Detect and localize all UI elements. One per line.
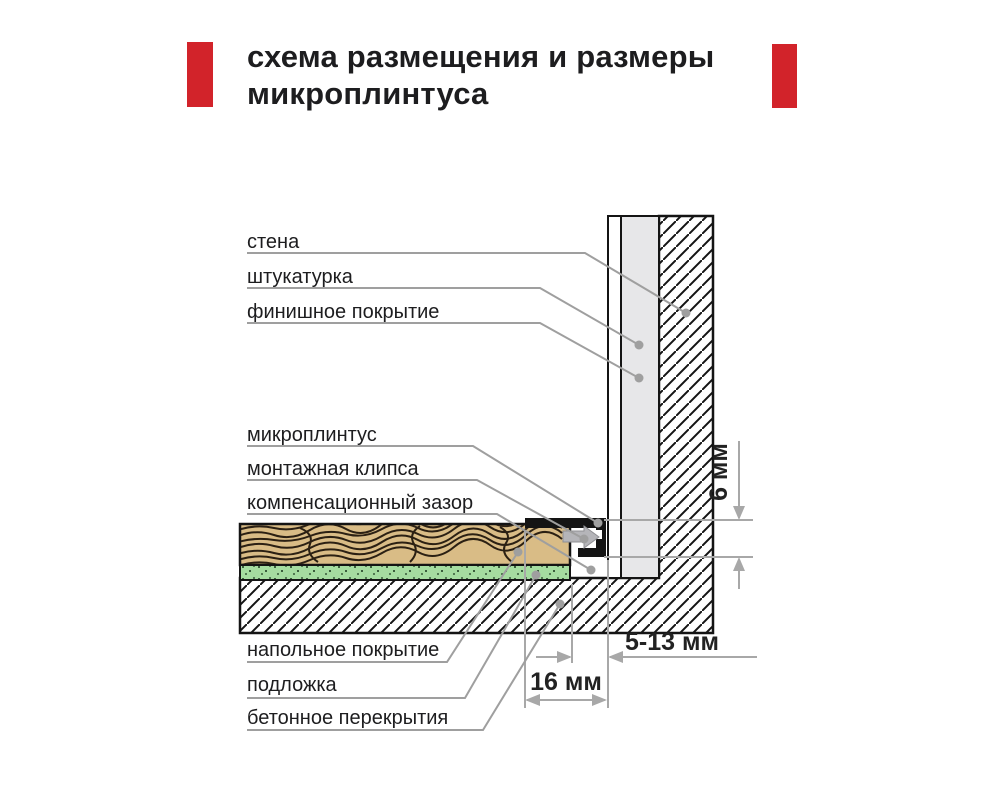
leader-finish-coating (247, 323, 639, 378)
leader-expansion-gap-dot (587, 566, 596, 575)
dimension-wall-gap-text: 5-13 мм (625, 628, 719, 656)
dimension-plinth-height-text: 6 мм (705, 443, 733, 501)
label-wall: стена (247, 231, 300, 253)
leader-concrete-slab-dot (556, 600, 565, 609)
leader-microplinth-dot (594, 519, 603, 528)
leader-underlay-dot (532, 571, 541, 580)
leader-floor-covering-dot (514, 548, 523, 557)
leader-finish-coating-dot (635, 374, 644, 383)
label-finish-coating: финишное покрытие (247, 301, 440, 323)
leader-wall-dot (682, 309, 691, 318)
wall-plaster-layer (621, 216, 659, 578)
label-underlay: подложка (247, 674, 337, 696)
underlay-layer (240, 565, 570, 580)
label-mounting-clip: монтажная клипса (247, 458, 419, 480)
page-title-line1: схема размещения и размеры (247, 39, 715, 74)
leader-plaster-dot (635, 341, 644, 350)
label-concrete-slab: бетонное перекрытия (247, 707, 449, 729)
label-microplinth: микроплинтус (247, 424, 377, 446)
label-floor-covering: напольное покрытие (247, 639, 440, 661)
leader-mounting-clip-dot (580, 535, 589, 544)
page-title-line2: микроплинтуса (247, 76, 489, 111)
dimension-plinth-width-text: 16 мм (530, 668, 602, 696)
label-expansion-gap: компенсационный зазор (247, 492, 474, 514)
label-plaster: штукатурка (247, 266, 353, 288)
